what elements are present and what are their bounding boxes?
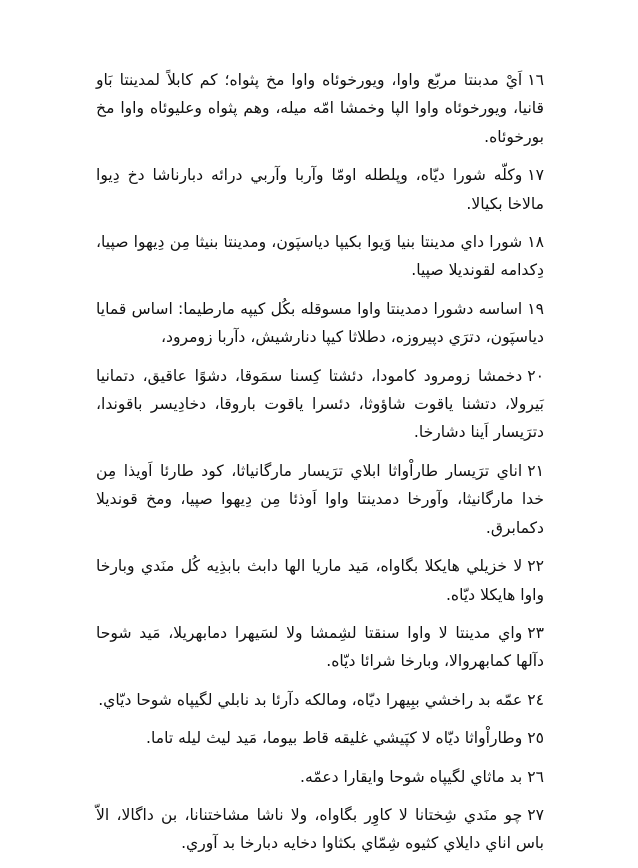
verse-18 (96, 228, 544, 285)
verse-25 (96, 724, 544, 752)
verse-22 (96, 552, 544, 609)
verse-text: اناي ترَيسار طاراْواثا ابلاي ترَيسار مارگانياثا، كود طارئا اَويذا مِن خدا مارگانيثا، وآورخا دمدينتا واوا اَوذئا مِن دِيهوا صپيا، ومخ قونديلا دكمابرق. (96, 461, 544, 537)
verse-number: ٢٤ (527, 690, 544, 709)
verse-21 (96, 457, 544, 542)
verse-text: شورا داي مدينتا بنيا وَيوا بكيپا دياسپَون، ومدينتا بنيثا مِن دِيهوا صپيا، دِكدامه لقونديلا صپيا. (96, 233, 544, 280)
verse-number: ٢٦ (527, 767, 544, 786)
verse-number: ٢١ (527, 461, 544, 480)
verse-text: چو منَدي شِختانا لا كاوِر بگاواه، ولا ناشا مشاختنانا، بن داگالا، الاّ باس اناي دايلاي كثيوه شِمّاي بكثاوا دخايه دبارخا بد آوري. (96, 805, 544, 853)
verse-number: ١٨ (527, 233, 544, 252)
verse-number: ٢٧ (527, 805, 544, 824)
verse-24 (96, 686, 544, 714)
verse-number: ٢٣ (527, 623, 544, 642)
verse-list (96, 66, 544, 868)
verse-16 (96, 66, 544, 151)
verse-text: واي مدينتا لا واوا سنقتا لشِمشا ولا لسَيهرا دمابهريلا، مَيد شوحا دآلها كمابهروالا، وبارخا شرائا ديّاه. (96, 623, 544, 671)
verse-text: اَيْ مدبنتا مربّع واوا، ويورخوئاه واوا مخ پثواه؛ كم كابلاً لمدينتا بَاو قانيا، ويورخوئاه واوا الپا وخمشا امّه ميله، وهم پثواه وعليوئاه واوا مخ بورخوئاه. (96, 71, 544, 146)
verse-number: ١٧ (527, 166, 544, 185)
verse-20 (96, 362, 544, 447)
verse-text: وكلّه شورا ديّاه، وپلطله اومّا وآربا وآربي درائه دبارناشا دخ دِيوا مالاخا بكيالا. (96, 166, 544, 213)
verse-text: دخمشا زومرود كامودا، دئشتا كِسنا سمَوقا، دشوًا عاقيق، دتمانيا بَيرولا، دتشنا ياقوت شاؤوثا، دئسرا ياقوت باروقا، دخادِيسر باقوندا، دترَيسار اَينا دشارخا. (96, 366, 544, 442)
verse-text: وطاراْواثا ديّاه لا كپَيشي غليقه قاط بيوما، مَيد ليث ليله تاما. (146, 729, 523, 748)
verse-number: ٢٠ (527, 366, 544, 385)
verse-27 (96, 801, 544, 858)
verse-text: لا خزيلي هايكلا بگاواه، مَيد ماريا الها دابث بابذِيه كُل منَدي وبارخا واوا هايكلا ديّاه. (96, 557, 544, 604)
verse-number: ٢٢ (527, 557, 544, 576)
verse-number: ١٦ (527, 71, 544, 89)
verse-number: ٢٥ (527, 729, 544, 748)
verse-26 (96, 763, 544, 791)
verse-23 (96, 619, 544, 676)
verse-text: عمّه بد راخشي ببِيهرا ديّاه، ومالكه دآرئا بد نابلي لگيپاه شوحا ديّاي. (98, 690, 523, 709)
verse-17 (96, 161, 544, 218)
verse-text: بد ماثاي لگيپاه شوحا وايقارا دعمّه. (300, 767, 523, 786)
verse-number: ١٩ (527, 299, 544, 318)
verse-text: اساسه دشورا دمدينتا واوا مسوقله بكُل كيپه مارطيما: اساس قمايا دياسپَون، دترَي دپيروزه، دطلاثا كيپا دنارشيش، دآربا زومرود، (96, 299, 544, 347)
verse-19 (96, 295, 544, 352)
